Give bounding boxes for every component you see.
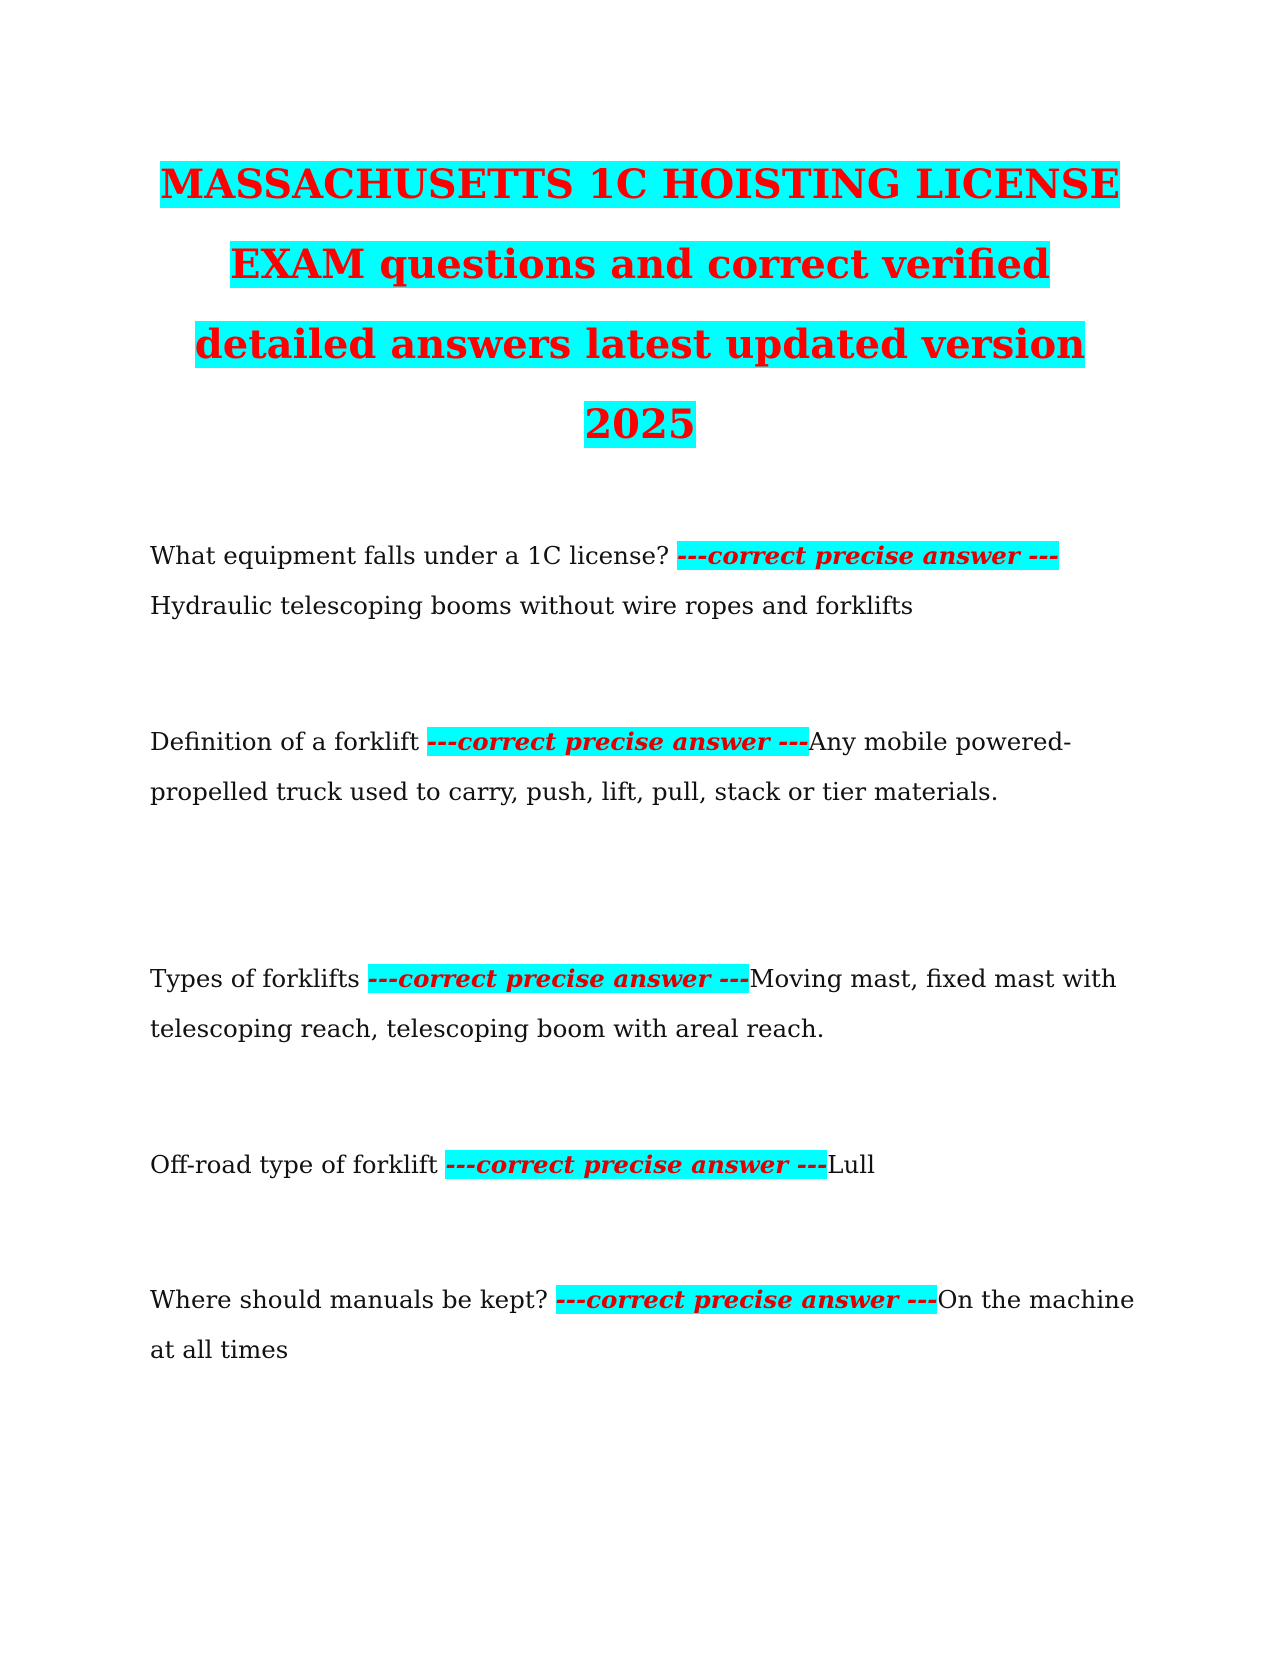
answer-text: Any mobile powered-propelled truck used to carry, push, lift, pull, stack or tier materials.	[150, 727, 1072, 806]
answer-text: Lull	[827, 1150, 875, 1179]
title-highlight: MASSACHUSETTS 1C HOISTING LICENSE EXAM questions and correct verified detailed answers latest updated version 2025	[159, 161, 1121, 448]
question-text: Types of forklifts	[150, 964, 368, 993]
answer-marker: ---correct precise answer ---	[367, 964, 750, 993]
question-text: Definition of a forklift	[150, 727, 427, 756]
qa-item	[150, 1275, 1140, 1375]
answer-text: Hydraulic telescoping booms without wire ropes and forklifts	[150, 591, 914, 620]
question-text: Off-road type of forklift	[150, 1150, 446, 1179]
answer-marker: ---correct precise answer ---	[676, 541, 1059, 570]
question-text: What equipment falls under a 1C license?	[150, 541, 677, 570]
answer-marker: ---correct precise answer ---	[445, 1150, 828, 1179]
qa-item	[150, 954, 1140, 1054]
answer-marker: ---correct precise answer ---	[426, 727, 809, 756]
qa-item	[150, 1140, 1140, 1190]
qa-item	[150, 531, 1140, 631]
question-text: Where should manuals be kept?	[150, 1285, 556, 1314]
answer-text: On the machine at all times	[150, 1285, 1135, 1364]
answer-marker: ---correct precise answer ---	[555, 1285, 938, 1314]
answer-text: Moving mast, fixed mast with telescoping reach, telescoping boom with areal reach.	[150, 964, 1117, 1043]
qa-item	[150, 717, 1140, 817]
document-title	[150, 145, 1130, 465]
